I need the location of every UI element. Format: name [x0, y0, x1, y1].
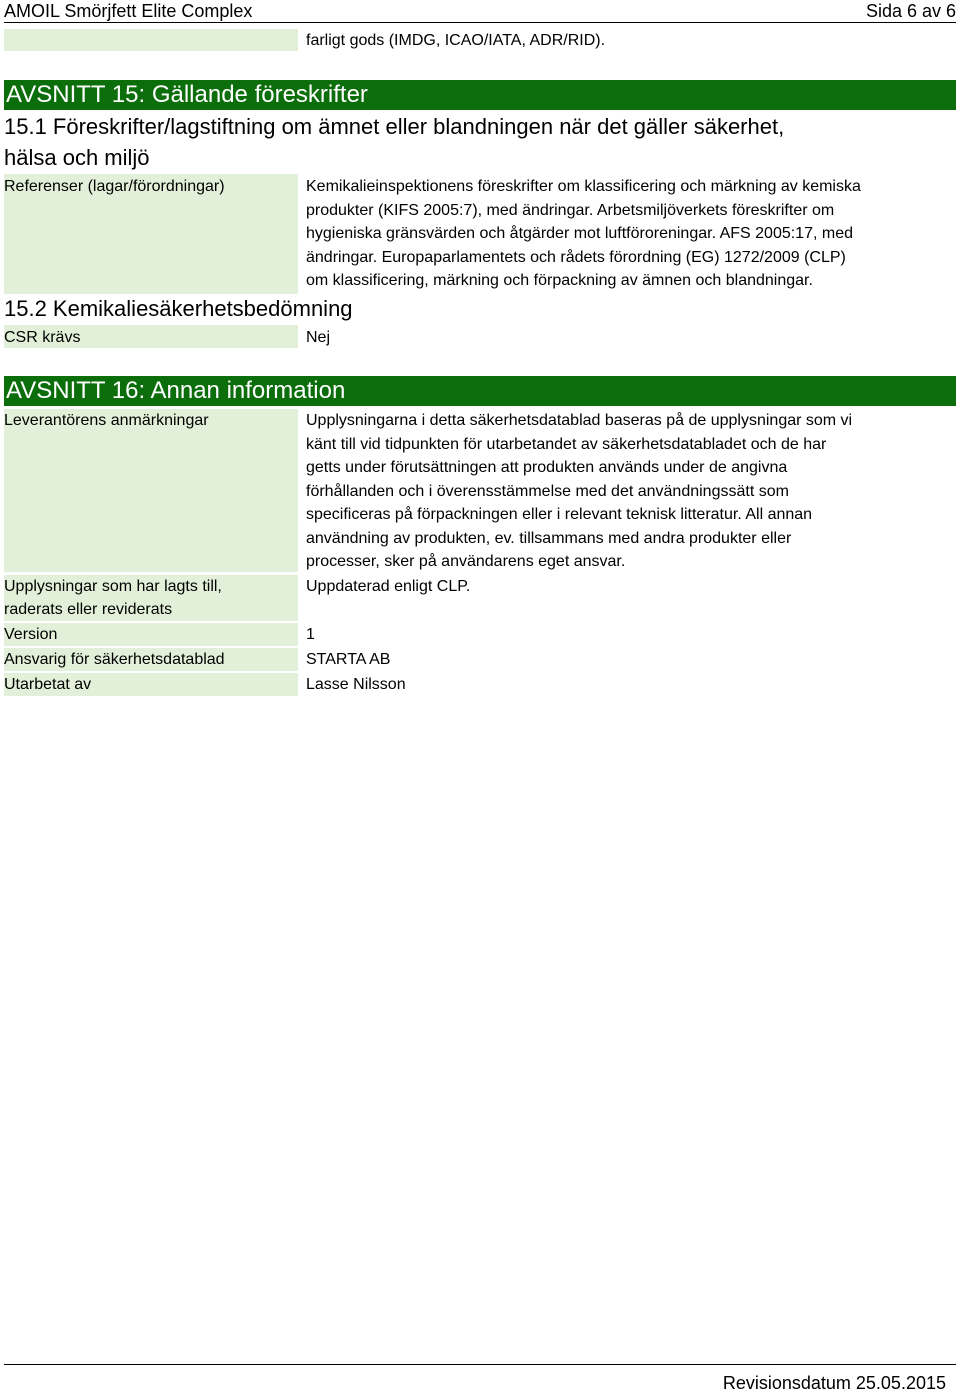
- page-number: Sida 6 av 6: [865, 1, 956, 21]
- responsible-value: STARTA AB: [306, 651, 391, 668]
- references-line: produkter (KIFS 2005:7), med ändringar. Arbetsmiljöverkets föreskrifter om: [306, 201, 835, 219]
- supplier-line: getts under förutsättningen att produkten används under de angivna: [306, 459, 788, 476]
- section-16-title: AVSNITT 16: Annan information: [4, 376, 956, 406]
- subsection-15-1-title-line2: hälsa och miljö: [4, 145, 150, 170]
- changes-label: [4, 575, 298, 621]
- revision-date: Revisionsdatum 25.05.2015: [722, 1373, 946, 1393]
- references-value: [306, 175, 916, 293]
- carryover-label-cell: [4, 29, 298, 51]
- references-line: Kemikalieinspektionens föreskrifter om klassificering och märkning av kemiska: [306, 178, 861, 195]
- version-label: Version: [4, 626, 58, 643]
- references-line: om klassificering, märkning och förpackning av ämnen och blandningar.: [306, 272, 813, 289]
- references-label: Referenser (lagar/förordningar): [4, 178, 225, 195]
- changes-value: Uppdaterad enligt CLP.: [306, 578, 471, 595]
- section-15-title: AVSNITT 15: Gällande föreskrifter: [4, 80, 956, 110]
- references-line: hygieniska gränsvärden och åtgärder mot luftföroreningar. AFS 2005:17, med: [306, 225, 853, 242]
- version-value: 1: [306, 626, 315, 643]
- supplier-line: processer, sker på användarens eget ansvar.: [306, 553, 626, 570]
- product-name: AMOIL Smörjfett Elite Complex: [4, 1, 253, 21]
- supplier-label-cell: [4, 409, 298, 572]
- csr-label: CSR krävs: [4, 329, 81, 346]
- supplier-label: Leverantörens anmärkningar: [4, 412, 209, 429]
- subsection-15-2-title: 15.2 Kemikaliesäkerhetsbedömning: [4, 296, 353, 321]
- supplier-value: [306, 409, 916, 574]
- changes-label-line: raderats eller reviderats: [4, 601, 173, 618]
- subsection-15-1-title-line1: 15.1 Föreskrifter/lagstiftning om ämnet eller blandningen när det gäller säkerhet,: [4, 114, 785, 139]
- supplier-line: Upplysningarna i detta säkerhetsdatablad baseras på de upplysningar som vi: [306, 412, 853, 429]
- issued-value: Lasse Nilsson: [306, 676, 406, 693]
- supplier-line: förhållanden och i överensstämmelse med det användningssätt som: [306, 482, 789, 500]
- carryover-text: farligt gods (IMDG, ICAO/IATA, ADR/RID).: [306, 32, 606, 49]
- header-divider: [4, 22, 956, 23]
- supplier-line: känt till vid tidpunkten för utarbetandet av säkerhetsdatabladet och de har: [306, 435, 827, 453]
- changes-label-line: Upplysningar som har lagts till,: [4, 578, 222, 595]
- supplier-line: specificeras på förpackningen eller i relevant teknisk litteratur. All annan: [306, 506, 813, 523]
- responsible-label: Ansvarig för säkerhetsdatablad: [4, 651, 225, 668]
- footer-divider: [4, 1364, 956, 1365]
- csr-value: Nej: [306, 329, 331, 346]
- references-line: ändringar. Europaparlamentets och rådets förordning (EG) 1272/2009 (CLP): [306, 248, 846, 266]
- issued-label: Utarbetat av: [4, 676, 92, 693]
- supplier-line: användning av produkten, ev. tillsammans med andra produkter eller: [306, 529, 792, 547]
